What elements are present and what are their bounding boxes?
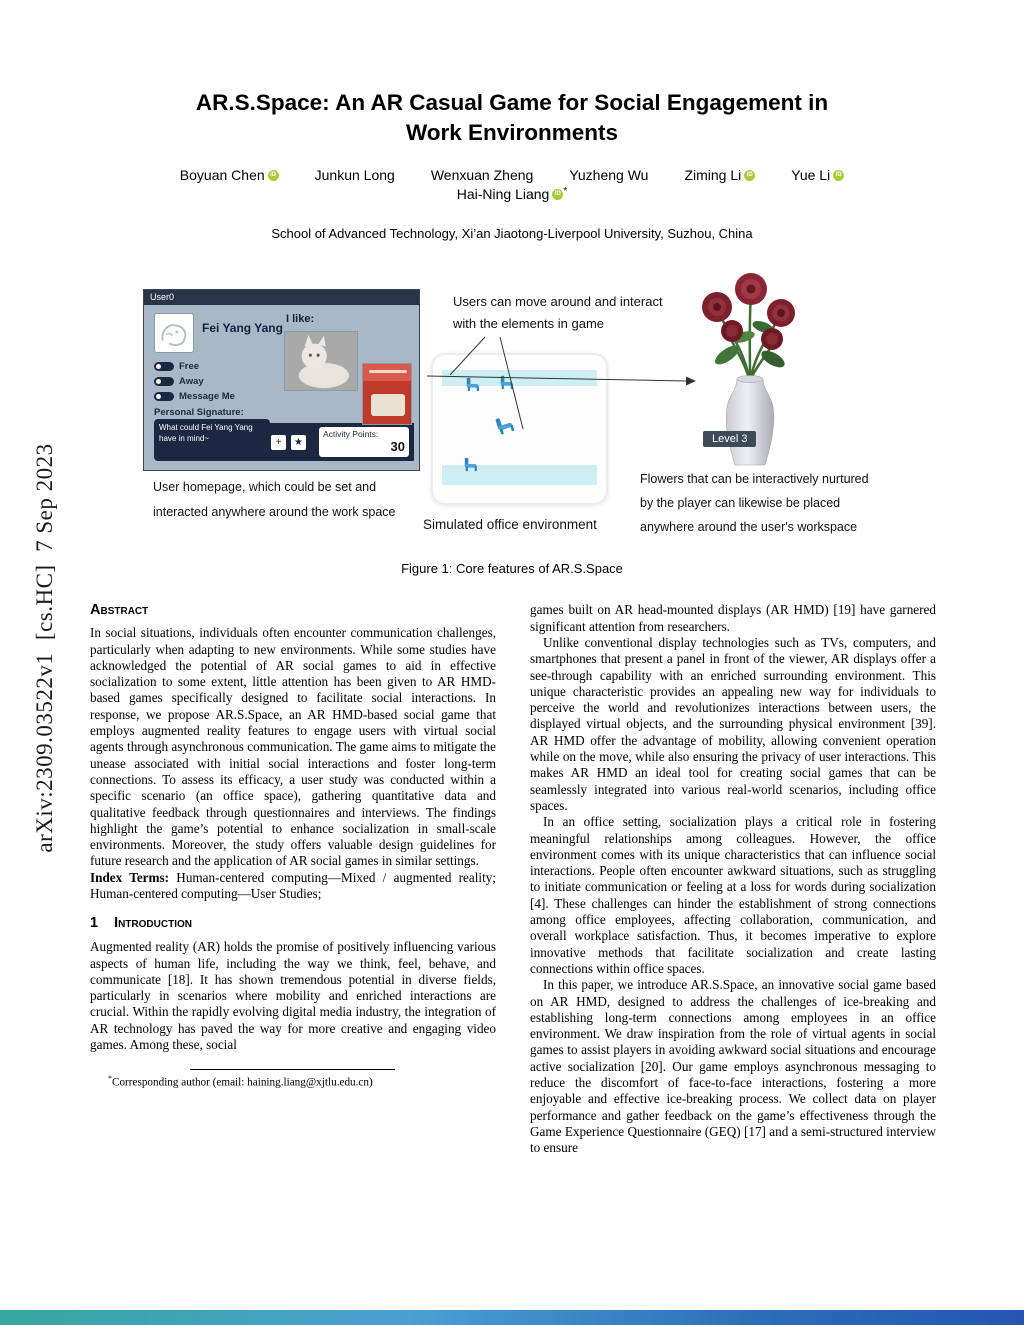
footnote-text	[90, 1074, 496, 1091]
cat-photo	[284, 331, 358, 391]
food-package-detail	[369, 370, 407, 373]
window-toolbar	[266, 423, 414, 461]
right-column	[530, 602, 936, 1156]
figure-1	[135, 279, 915, 541]
section-title: Introduction	[114, 915, 192, 932]
paragraph: Unlike conventional display technologies such as TVs, computers, and smartphones that present a panel in front of the viewer, AR displays offer a see-through capability with an enriched surrounding environment. This unique characteristic provides an appealing new way for individuals to perceive the world and revolutionizes interactions between users, the displayed virtual objects, and the surrounding physical environment [39]. AR HMD offer the advantage of mobility, allowing convenient operation while on the move, while also ensuring the privacy of user interactions. This makes AR HMD an ideal tool for creating social games that can be seamlessly integrated into various real-world scenarios, including office spaces.	[530, 634, 936, 813]
footnote	[90, 1069, 496, 1091]
activity-points-panel	[319, 427, 409, 457]
author-name	[457, 186, 568, 202]
orcid-icon[interactable]: iD	[833, 170, 844, 181]
abstract-text: In social situations, individuals often encounter communication challenges, particularly when adapting to new environments. While some studies have acknowledged the potential of AR social games to aid in effective socialization to some extent, little attention has been given to AR HMD-based games specifically designed to facilitate social interactions. In response, we propose AR.S.Space, an AR HMD-based social game that employs augmented reality features to engage users with virtual social agents through asynchronous communication. The game aims to mitigate the unease associated with initial social interactions and foster long-term connections. To assess its efficacy, a user study was conducted within a specific scenario (an office space), gathering quantitative data and qualitative feedback through questionnaires and interviews. The findings highlight the game’s potential to enhance socialization in small-scale environments. Moreover, the study offers valuable design guidelines for future research and the application of AR social games in similar settings.	[90, 625, 496, 869]
paper-header	[0, 0, 1024, 241]
status-toggle-icon	[154, 362, 174, 371]
author-name	[684, 167, 755, 183]
activity-points-value: 30	[390, 439, 405, 455]
body-columns	[90, 602, 1024, 1156]
chair-icon	[499, 373, 517, 391]
authors-row-2	[0, 186, 1024, 202]
author-name	[431, 167, 533, 183]
chair-icon	[463, 455, 481, 473]
footnote-marker: *	[108, 1074, 112, 1084]
paragraph: In an office setting, socialization plays a critical role in fostering meaningful relationships among colleagues. However, the office environment comes with its unique characteristics that can influence social interactions. People often encounter awkward situations, such as struggling to initiate communication or feeling at a loss for words during socialization [4]. These challenges can hinder the establishment of strong connections among office employees, affecting collaboration, communication, and overall workplace satisfaction. Thus, it becomes imperative to explore innovative methods that facilitate socialization and create lasting connections within office spaces.	[530, 814, 936, 976]
status-row	[154, 374, 235, 389]
annotation-flowers	[640, 467, 869, 539]
index-terms	[90, 870, 496, 903]
author-text: Yuzheng Wu	[569, 167, 649, 184]
avatar-sketch	[155, 314, 193, 352]
author-text: Yue Li	[791, 167, 831, 184]
intro-paragraph: Augmented reality (AR) holds the promise of positively influencing various aspects of human life, including the way we think, feel, behave, and communicate [18]. It has shown tremendous potential in diverse fields, particularly in scenarios where mobility and enriched interactions are crucial. Within the rapidly evolving digital media industry, the integration of AR technology has paved the way for more creative and engaging video games. Among these, social	[90, 939, 496, 1053]
annotation-homepage	[153, 475, 396, 525]
status-options	[154, 359, 235, 404]
author-text: Ziming Li	[684, 167, 742, 184]
bottom-bar	[0, 1310, 1024, 1325]
level-badge: Level 3	[703, 431, 756, 447]
introduction-heading	[90, 915, 496, 933]
annotation-line: User homepage, which could be set and	[153, 480, 377, 495]
window-title: User0	[150, 292, 175, 303]
orcid-icon[interactable]: iD	[268, 170, 279, 181]
annotation-line: by the player can likewise be placed	[640, 496, 841, 511]
annotation-line: Users can move around and interact	[453, 294, 663, 310]
annotation-move-interact	[453, 291, 663, 335]
author-text: Boyuan Chen	[179, 167, 265, 184]
signature-box: What could Fei Yang Yang have in mind~	[154, 419, 270, 461]
food-package-label	[371, 394, 405, 416]
authors-row	[0, 167, 1024, 183]
footnote-body: Corresponding author (email: haining.liang@xjtlu.edu.cn)	[112, 1077, 373, 1090]
status-label: Message Me	[179, 391, 235, 403]
orcid-icon[interactable]: iD	[744, 170, 755, 181]
annotation-line: anywhere around the user's workspace	[640, 520, 858, 535]
annotation-office: Simulated office environment	[423, 517, 597, 533]
abstract-heading: Abstract	[90, 602, 149, 619]
status-label: Free	[179, 361, 200, 373]
i-like-label: I like:	[286, 313, 315, 326]
star-button: ★	[291, 435, 306, 450]
author-name	[315, 167, 395, 183]
page-title: AR.S.Space: An AR Casual Game for Social Engagement in Work Environments	[195, 90, 829, 145]
author-name	[791, 167, 844, 183]
author-name	[180, 167, 279, 183]
status-row	[154, 359, 235, 374]
vase	[726, 379, 774, 465]
status-toggle-icon	[154, 377, 174, 386]
food-photo	[362, 363, 412, 425]
homepage-window	[143, 289, 420, 471]
signature-label: Personal Signature:	[154, 407, 244, 419]
author-text: Hai-Ning Liang	[456, 186, 550, 203]
corresponding-marker: *	[563, 186, 568, 198]
window-titlebar	[144, 290, 419, 305]
arxiv-watermark: arXiv:2309.03522v1 [cs.HC] 7 Sep 2023	[32, 443, 57, 853]
author-name	[569, 167, 648, 183]
window-body	[144, 305, 419, 471]
activity-points-label: Activity Points:	[323, 429, 379, 440]
author-text: Junkun Long	[314, 167, 395, 184]
status-label: Away	[179, 376, 204, 388]
section-number: 1	[90, 915, 99, 932]
chair-icon	[465, 375, 483, 393]
annotation-line: with the elements in game	[453, 316, 605, 332]
paragraph: In this paper, we introduce AR.S.Space, an innovative social game based on AR HMD, designed to address the challenges of ice-breaking and establishing long-term connections among employees in an office environment. We draw inspiration from the role of virtual agents in social games to assist players in avoiding awkward social situations and encourage active socialization [20]. Our game employs asynchronous messaging to reduce the discomfort of face-to-face interactions, fostering a more enjoyable and effective ice-breaking process. We collect data on player performance and gather feedback on the game’s effectiveness through the Game Experience Questionnaire (GEQ) [17] and a semi-structured interview to ensure	[530, 977, 936, 1156]
status-row	[154, 389, 235, 404]
status-toggle-icon	[154, 392, 174, 401]
author-text: Wenxuan Zheng	[430, 167, 534, 184]
affiliation: School of Advanced Technology, Xi’an Jiaotong-Liverpool University, Suzhou, China	[271, 226, 753, 242]
annotation-line: interacted anywhere around the work space	[153, 505, 396, 520]
footnote-rule	[190, 1069, 395, 1070]
paragraph: games built on AR head-mounted displays (AR HMD) [19] have garnered significant attention from researchers.	[530, 602, 936, 634]
office-environment	[431, 353, 608, 505]
add-button: +	[271, 435, 286, 450]
orcid-icon[interactable]: iD	[552, 189, 563, 200]
index-terms-text: Human-centered computing—Mixed / augmented reality; Human-centered computing—User Studies;	[90, 869, 497, 902]
annotation-line: Flowers that can be interactively nurtured	[640, 472, 869, 487]
figure-caption: Figure 1: Core features of AR.S.Space	[401, 561, 623, 577]
left-column	[90, 602, 496, 1156]
index-terms-label: Index Terms:	[90, 869, 170, 885]
chair-icon	[492, 411, 520, 439]
avatar	[154, 313, 194, 353]
profile-name: Fei Yang Yang	[202, 321, 283, 336]
